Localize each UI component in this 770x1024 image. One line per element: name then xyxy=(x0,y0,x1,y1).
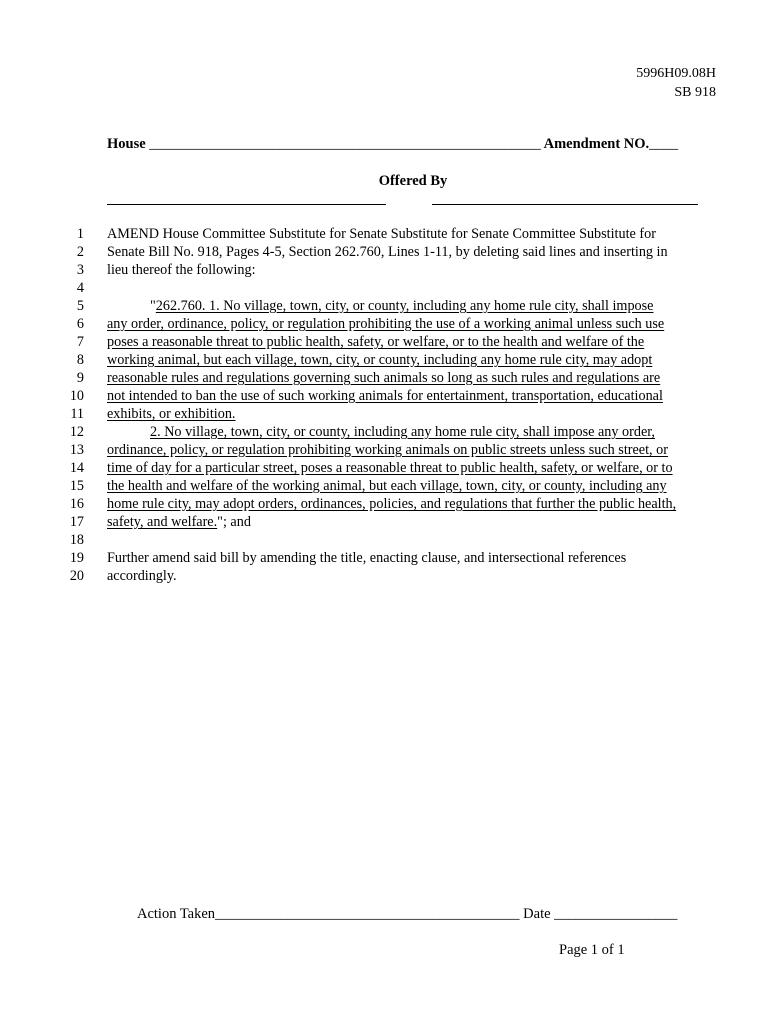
line-number: 8 xyxy=(76,352,84,368)
open-quote: " xyxy=(150,298,156,314)
line-number: 17 xyxy=(69,514,84,530)
line-number: 18 xyxy=(69,532,84,548)
line-number: 11 xyxy=(70,406,84,422)
amendment-number-blank: ____ xyxy=(649,136,679,152)
line-text: not intended to ban the use of such working animals for entertainment, transportation, educational xyxy=(107,388,663,404)
line-text: home rule city, may adopt orders, ordinances, policies, and regulations that further the public health, xyxy=(107,496,677,512)
closing-quote: "; and xyxy=(217,514,251,530)
line-text: ordinance, policy, or regulation prohibiting working animals on public streets unless such street, or xyxy=(107,442,668,458)
line-number: 7 xyxy=(76,334,84,350)
line-text: AMEND House Committee Substitute for Senate Substitute for Senate Committee Substitute for xyxy=(107,226,656,242)
line-text: Further amend said bill by amending the title, enacting clause, and intersectional references xyxy=(107,550,627,566)
line-number: 20 xyxy=(69,568,84,584)
line-number: 14 xyxy=(69,460,84,476)
line-number: 13 xyxy=(69,442,84,458)
house-label: House xyxy=(107,136,146,152)
line-text: any order, ordinance, policy, or regulation prohibiting the use of a working animal unless such use xyxy=(107,316,665,332)
line-number: 19 xyxy=(69,550,84,566)
line-number: 9 xyxy=(76,370,84,386)
amendment-label: Amendment NO. xyxy=(543,136,650,152)
house-blank: ______________________________________________________ xyxy=(149,136,541,152)
line-text xyxy=(150,298,653,315)
doc-code: 5996H09.08H xyxy=(636,66,716,81)
line-text: time of day for a particular street, poses a reasonable threat to public health, safety, or welfare, or to xyxy=(107,460,673,476)
page-number: Page 1 of 1 xyxy=(559,942,625,958)
line-number: 12 xyxy=(69,424,84,440)
bill-reference: SB 918 xyxy=(674,85,716,100)
line-text: working animal, but each village, town, city, or county, including any home rule city, may adopt xyxy=(107,352,653,368)
offered-by-heading: Offered By xyxy=(378,173,448,189)
line-number: 6 xyxy=(76,316,84,332)
line-number: 10 xyxy=(69,388,84,404)
line-number: 4 xyxy=(76,280,84,296)
line-text: lieu thereof the following: xyxy=(107,262,256,278)
inserted-text: safety, and welfare. xyxy=(107,514,218,530)
line-number: 3 xyxy=(76,262,84,278)
line-number: 16 xyxy=(69,496,84,512)
line-text: exhibits, or exhibition. xyxy=(107,406,236,422)
document-id-block xyxy=(636,64,716,102)
line-number: 5 xyxy=(76,298,84,314)
line-number: 15 xyxy=(69,478,84,494)
line-text: accordingly. xyxy=(107,568,177,584)
line-text: reasonable rules and regulations governing such animals so long as such rules and regulations are xyxy=(107,370,661,386)
house-amendment-line xyxy=(107,136,678,153)
line-number: 1 xyxy=(76,226,84,242)
line-text xyxy=(107,514,251,531)
action-taken-line: Action Taken__________________________________________ Date _________________ xyxy=(137,906,678,922)
line-text: poses a reasonable threat to public health, safety, or welfare, or to the health and welfare of the xyxy=(107,334,645,350)
line-text: 2. No village, town, city, or county, including any home rule city, shall impose any order, xyxy=(150,424,655,440)
signature-line-right xyxy=(432,204,698,205)
signature-line-left xyxy=(107,204,386,205)
line-text: Senate Bill No. 918, Pages 4-5, Section 262.760, Lines 1-11, by deleting said lines and inserting in xyxy=(107,244,668,260)
inserted-text: 262.760. 1. No village, town, city, or county, including any home rule city, shall impose xyxy=(155,298,654,314)
line-text: the health and welfare of the working animal, but each village, town, city, or county, including any xyxy=(107,478,667,494)
line-number: 2 xyxy=(76,244,84,260)
